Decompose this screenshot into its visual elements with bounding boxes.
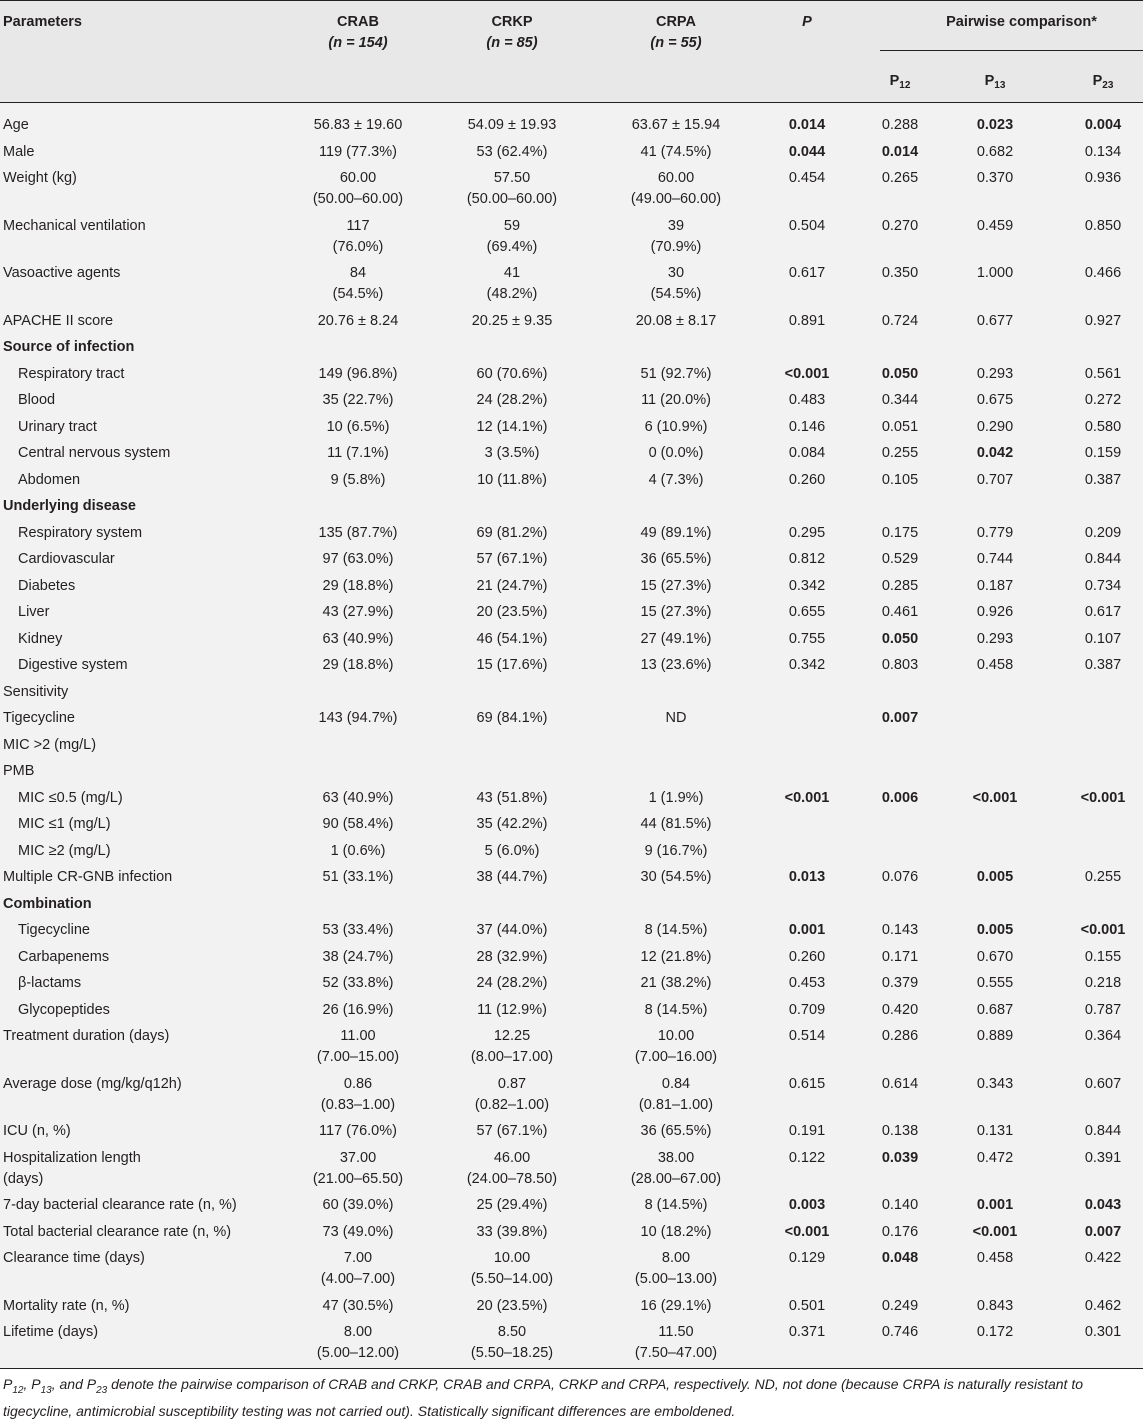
cell-p12: 0.285 — [881, 577, 919, 594]
cell-crab: 97 (63.0%) — [322, 551, 394, 567]
cell-p13: 0.023 — [976, 117, 1014, 133]
cell-p23: 0.107 — [1084, 630, 1122, 647]
cell-p23: 0.255 — [1084, 869, 1122, 885]
cell-crkp: 37 (44.0%) — [476, 922, 548, 938]
cell-p: 0.617 — [788, 265, 826, 281]
cell-crpa: 16 (29.1%) — [640, 1297, 712, 1314]
cell-crab: 73 (49.0%) — [322, 1223, 394, 1240]
cell-crkp: 25 (29.4%) — [476, 1197, 548, 1213]
cell-p12: 0.803 — [881, 657, 919, 673]
cell-p23: 0.387 — [1084, 657, 1122, 673]
cell-p: <0.001 — [784, 789, 830, 806]
cell-crpa: 4 (7.3%) — [648, 471, 704, 488]
cell-crab: 29 (18.8%) — [322, 577, 394, 594]
cell-crab: 135 (87.7%) — [318, 524, 398, 541]
cell-crpa: 20.08 ± 8.17 — [635, 312, 717, 329]
cell-p13: 0.472 — [976, 1149, 1014, 1166]
cell-p13: 0.670 — [976, 948, 1014, 965]
cell-p12: 0.350 — [881, 265, 919, 281]
cell-crkp: 5 (6.0%) — [484, 842, 540, 859]
header-p13-sub: 13 — [994, 80, 1006, 91]
cell-p12: 0.006 — [881, 789, 919, 806]
cell-p13: 0.172 — [976, 1324, 1014, 1340]
cell-crkp: 10 (11.8%) — [477, 471, 547, 488]
cell-p: 0.504 — [788, 217, 826, 234]
cell-p13: 0.682 — [976, 143, 1014, 160]
cell-p12: 0.724 — [881, 312, 919, 329]
row-label: Diabetes — [18, 577, 76, 594]
cell-p: 0.514 — [788, 1028, 826, 1044]
cell-p23: 0.155 — [1084, 948, 1122, 965]
cell-p: 0.501 — [788, 1297, 826, 1314]
cell-crab: 84 (54.5%) — [332, 265, 384, 302]
cell-p12: 0.529 — [881, 551, 919, 567]
cell-p13: 0.042 — [976, 445, 1014, 461]
cell-p13: 0.843 — [976, 1297, 1014, 1314]
row-label: Lifetime (days) — [3, 1324, 99, 1340]
cell-crpa: 38.00 (28.00–67.00) — [630, 1149, 722, 1187]
cell-p13: 0.687 — [976, 1001, 1014, 1018]
cell-p: 0.129 — [788, 1250, 826, 1266]
cell-crkp: 59 (69.4%) — [486, 217, 538, 255]
row-label: Glycopeptides — [18, 1001, 110, 1018]
cell-crab: 7.00 (4.00–7.00) — [320, 1250, 396, 1287]
cell-p12: 0.420 — [881, 1001, 919, 1018]
cell-crkp: 21 (24.7%) — [476, 577, 548, 594]
cell-p23: 0.927 — [1084, 312, 1122, 329]
cell-p23: <0.001 — [1080, 789, 1126, 806]
cell-crab: 38 (24.7%) — [322, 948, 394, 965]
cell-p23: 0.209 — [1084, 524, 1122, 541]
row-label: MIC ≤1 (mg/L) — [18, 816, 111, 832]
bottom-rule — [0, 1368, 1143, 1369]
cell-crkp: 43 (51.8%) — [476, 789, 548, 806]
row-label: ICU (n, %) — [3, 1123, 71, 1139]
cell-crab: 8.00 (5.00–12.00) — [316, 1324, 400, 1361]
cell-crkp: 11 (12.9%) — [477, 1001, 547, 1018]
cell-p: 0.122 — [788, 1149, 826, 1166]
cell-p13: 0.779 — [976, 524, 1014, 541]
cell-crab: 35 (22.7%) — [322, 392, 394, 408]
row-label: Blood — [18, 392, 56, 408]
row-label: Sensitivity — [3, 683, 69, 700]
cell-crab: 37.00 (21.00–65.50) — [312, 1149, 404, 1187]
cell-crab: 9 (5.8%) — [330, 471, 386, 488]
cell-crpa: 10 (18.2%) — [640, 1223, 712, 1240]
cell-crkp: 0.87 (0.82–1.00) — [474, 1075, 550, 1113]
cell-p12: 0.379 — [881, 975, 919, 991]
cell-p12: 0.014 — [881, 143, 919, 160]
cell-p13: 0.458 — [976, 657, 1014, 673]
cell-crab: 43 (27.9%) — [322, 604, 394, 620]
cell-p12: 0.344 — [881, 392, 919, 408]
cell-crpa: 60.00 (49.00–60.00) — [630, 170, 722, 207]
cell-p: 0.453 — [788, 975, 826, 991]
cell-p12: 0.288 — [881, 117, 919, 133]
row-label: Tigecycline — [18, 922, 90, 938]
row-label: Mechanical ventilation — [3, 217, 146, 234]
header-p13: $P_{13}$ — [984, 73, 1006, 91]
row-label: MIC >2 (mg/L) — [3, 736, 97, 753]
header-crkp-n: (n = 85) — [486, 35, 538, 51]
cell-crkp: 60 (70.6%) — [476, 365, 548, 382]
header-crpa-name: CRPA — [655, 14, 696, 30]
row-label: Liver — [18, 604, 50, 620]
cell-p12: 0.255 — [881, 445, 919, 461]
cell-p: 0.044 — [788, 143, 826, 160]
cell-p13: 0.677 — [976, 312, 1014, 329]
cell-p12: 0.143 — [881, 922, 919, 938]
cell-crkp: 20.25 ± 9.35 — [471, 312, 553, 329]
cell-crpa: 0.84 (0.81–1.00) — [638, 1075, 714, 1113]
cell-crpa: 36 (65.5%) — [640, 551, 712, 567]
cell-p12: 0.746 — [881, 1324, 919, 1340]
cell-crkp: 57.50 (50.00–60.00) — [466, 170, 558, 207]
cell-p12: 0.461 — [881, 604, 919, 620]
cell-crpa: 39 (70.9%) — [650, 217, 702, 255]
row-label: Cardiovascular — [18, 551, 115, 567]
cell-p12: 0.175 — [881, 524, 919, 541]
header-crkp — [437, 12, 587, 54]
cell-crab: 52 (33.8%) — [322, 975, 394, 991]
header-crkp-name: CRKP — [491, 14, 533, 30]
cell-crpa: 6 (10.9%) — [644, 418, 708, 435]
cell-p23: 0.387 — [1084, 471, 1122, 488]
header-p12: $P_{12}$ — [889, 73, 911, 91]
cell-crkp: 24 (28.2%) — [476, 975, 548, 991]
cell-p23: 0.844 — [1084, 1123, 1122, 1139]
row-label: Male — [3, 143, 35, 160]
cell-crab: 20.76 ± 8.24 — [317, 312, 399, 329]
header-crab-name: CRAB — [337, 14, 379, 30]
cell-p: 0.755 — [788, 630, 826, 647]
cell-p12: 0.286 — [881, 1028, 919, 1044]
table-footnote: $P_{12}$, $P_{13}$, and $P_{23}$ denote the pairwise comparison of CRAB and CRKP, CRAB and CRPA, CRKP and CRPA, respectively. ND, not done (because CRPA is naturally resistant to tigecycline, antimicrobial susceptibility testing was not carried out). Statistically significant differences are emboldened. — [3, 1376, 1083, 1419]
cell-crab: 11 (7.1%) — [327, 445, 389, 461]
cell-p12: 0.050 — [881, 365, 919, 382]
cell-crkp: 54.09 ± 19.93 — [467, 117, 557, 133]
cell-crab: 60.00 (50.00–60.00) — [312, 170, 404, 207]
cell-crpa: 11.50 (7.50–47.00) — [634, 1324, 718, 1361]
row-label: Respiratory tract — [18, 365, 125, 382]
row-label: β-lactams — [18, 975, 82, 991]
cell-p23: 0.043 — [1084, 1197, 1122, 1213]
cell-p: 0.013 — [788, 869, 826, 885]
cell-crab: 143 (94.7%) — [318, 710, 398, 726]
cell-crkp: 57 (67.1%) — [476, 1123, 548, 1139]
row-label: PMB — [3, 763, 35, 779]
cell-p12: 0.051 — [881, 418, 919, 435]
cell-crkp: 20 (23.5%) — [476, 1297, 548, 1314]
cell-crkp: 57 (67.1%) — [476, 551, 548, 567]
row-label: Digestive system — [18, 657, 128, 673]
cell-crkp: 33 (39.8%) — [476, 1223, 548, 1240]
cell-crkp: 24 (28.2%) — [476, 392, 548, 408]
cell-p23: 0.159 — [1084, 445, 1122, 461]
cell-crab: 149 (96.8%) — [318, 365, 398, 382]
section-label: Combination — [3, 895, 92, 912]
cell-crab: 47 (30.5%) — [322, 1297, 394, 1314]
cell-crkp: 12 (14.1%) — [476, 418, 548, 435]
cell-p12: 0.270 — [881, 217, 919, 234]
section-label: Underlying disease — [3, 498, 136, 514]
cell-p23: 0.134 — [1084, 143, 1122, 160]
row-label: MIC ≥2 (mg/L) — [18, 842, 111, 859]
cell-p13: 0.131 — [976, 1123, 1014, 1139]
cell-crpa: 12 (21.8%) — [640, 948, 712, 965]
cell-p23: 0.617 — [1084, 604, 1122, 620]
cell-crkp: 28 (32.9%) — [476, 948, 548, 965]
cell-p12: 0.140 — [881, 1197, 919, 1213]
cell-p23: <0.001 — [1080, 922, 1126, 938]
row-label: Central nervous system — [18, 445, 171, 461]
cell-p: 0.342 — [788, 577, 826, 594]
cell-crkp: 8.50 (5.50–18.25) — [470, 1324, 554, 1361]
cell-crab: 56.83 ± 19.60 — [313, 117, 403, 133]
cell-p12: 0.048 — [881, 1250, 919, 1266]
row-label: Age — [3, 117, 29, 133]
cell-crkp: 38 (44.7%) — [476, 869, 548, 885]
cell-p23: 0.422 — [1084, 1250, 1122, 1266]
cell-p23: 0.734 — [1084, 577, 1122, 594]
cell-crpa: 0 (0.0%) — [648, 445, 704, 461]
cell-p23: 0.364 — [1084, 1028, 1122, 1044]
cell-p12: 0.614 — [881, 1075, 919, 1092]
row-label: Weight (kg) — [3, 170, 77, 186]
row-label: Kidney — [18, 630, 63, 647]
row-label: Hospitalization length (days) — [3, 1149, 141, 1187]
cell-crpa: 30 (54.5%) — [650, 265, 702, 302]
cell-p12: 0.176 — [881, 1223, 919, 1240]
header-crpa-n: (n = 55) — [650, 35, 702, 51]
cell-p23: 0.272 — [1084, 392, 1122, 408]
cell-crkp: 35 (42.2%) — [476, 816, 548, 832]
cell-p12: 0.076 — [881, 869, 919, 885]
cell-p13: 0.555 — [976, 975, 1014, 991]
pairwise-rule — [880, 50, 1143, 51]
cell-p13: 0.005 — [976, 922, 1014, 938]
cell-crab: 1 (0.6%) — [330, 842, 386, 859]
row-label: Abdomen — [18, 471, 81, 488]
cell-p12: 0.050 — [881, 630, 919, 647]
cell-p13: 0.370 — [976, 170, 1014, 186]
cell-p: <0.001 — [784, 1223, 830, 1240]
header-p23-sub: 23 — [1102, 80, 1114, 91]
cell-crkp: 69 (81.2%) — [476, 524, 548, 541]
cell-p: 0.454 — [788, 170, 826, 186]
cell-p: 0.342 — [788, 657, 826, 673]
cell-crkp: 12.25 (8.00–17.00) — [470, 1028, 554, 1065]
cell-crab: 10 (6.5%) — [326, 418, 390, 435]
header-crab — [283, 12, 433, 54]
cell-crab: 29 (18.8%) — [322, 657, 394, 673]
row-label: MIC ≤0.5 (mg/L) — [18, 789, 123, 806]
row-label: Clearance time (days) — [3, 1250, 145, 1266]
cell-p13: 0.926 — [976, 604, 1014, 620]
cell-p13: 0.001 — [976, 1197, 1014, 1213]
row-label: Total bacterial clearance rate (n, %) — [3, 1223, 232, 1240]
cell-p13: 0.675 — [976, 392, 1014, 408]
cell-p23: 0.936 — [1084, 170, 1122, 186]
cell-p12: 0.039 — [881, 1149, 919, 1166]
cell-crab: 60 (39.0%) — [322, 1197, 394, 1213]
cell-crkp: 3 (3.5%) — [484, 445, 540, 461]
cell-p12: 0.265 — [881, 170, 919, 186]
cell-crab: 119 (77.3%) — [319, 143, 397, 160]
row-label: Vasoactive agents — [3, 265, 121, 281]
cell-p: 0.615 — [788, 1075, 826, 1092]
cell-crkp: 46.00 (24.00–78.50) — [466, 1149, 558, 1187]
header-parameters: Parameters — [3, 14, 82, 30]
cell-p13: 0.290 — [976, 418, 1014, 435]
cell-p: 0.084 — [788, 445, 826, 461]
cell-crpa: 51 (92.7%) — [640, 365, 712, 382]
cell-crpa: 8 (14.5%) — [644, 922, 708, 938]
row-label: Multiple CR-GNB infection — [3, 869, 173, 885]
cell-p23: 0.844 — [1084, 551, 1122, 567]
section-label: Source of infection — [3, 339, 135, 355]
cell-p13: 0.187 — [976, 577, 1014, 594]
cell-crab: 51 (33.1%) — [322, 869, 394, 885]
cell-p23: 0.218 — [1084, 975, 1122, 991]
cell-crab: 0.86 (0.83–1.00) — [320, 1075, 396, 1113]
row-label: Carbapenems — [18, 948, 110, 965]
cell-crpa: 8.00 (5.00–13.00) — [634, 1250, 718, 1287]
cell-p23: 0.007 — [1084, 1223, 1122, 1240]
cell-crpa: 15 (27.3%) — [640, 577, 712, 594]
cell-crab: 90 (58.4%) — [322, 816, 394, 832]
cell-p: 0.655 — [788, 604, 826, 620]
cell-p13: 0.889 — [976, 1028, 1014, 1044]
cell-crpa: 10.00 (7.00–16.00) — [634, 1028, 718, 1065]
cell-crkp: 15 (17.6%) — [476, 657, 548, 673]
cell-p: 0.191 — [788, 1123, 826, 1139]
cell-crkp: 41 (48.2%) — [486, 265, 538, 302]
cell-crpa: 1 (1.9%) — [648, 789, 704, 806]
row-label: 7-day bacterial clearance rate (n, %) — [3, 1197, 237, 1213]
cell-p23: 0.391 — [1084, 1149, 1122, 1166]
top-rule — [0, 0, 1143, 1]
cell-p: 0.003 — [788, 1197, 826, 1213]
cell-p13: 0.458 — [976, 1250, 1014, 1266]
row-label: Respiratory system — [18, 524, 143, 541]
cell-p12: 0.171 — [881, 948, 919, 965]
cell-crpa: 13 (23.6%) — [640, 657, 712, 673]
cell-p12: 0.105 — [881, 471, 919, 488]
cell-p: 0.001 — [788, 922, 826, 938]
cell-crpa: 8 (14.5%) — [644, 1197, 708, 1213]
cell-p23: 0.580 — [1084, 418, 1122, 435]
header-crab-n: (n = 154) — [328, 35, 388, 51]
header-crpa — [601, 12, 751, 54]
cell-p: 0.260 — [788, 471, 826, 488]
cell-p23: 0.004 — [1084, 117, 1122, 133]
cell-crab: 117 (76.0%) — [332, 217, 384, 255]
cell-p23: 0.462 — [1084, 1297, 1122, 1314]
cell-p: 0.014 — [788, 117, 826, 133]
cell-p13: <0.001 — [972, 1223, 1018, 1240]
header-pairwise: Pairwise comparison* — [946, 14, 1097, 30]
cell-crpa: 49 (89.1%) — [640, 524, 712, 541]
cell-crpa: 11 (20.0%) — [641, 392, 711, 408]
cell-p13: 0.744 — [976, 551, 1014, 567]
cell-crkp: 10.00 (5.50–14.00) — [470, 1250, 554, 1287]
cell-p13: 0.343 — [976, 1075, 1014, 1092]
header-rule — [0, 102, 1143, 103]
cell-crab: 26 (16.9%) — [322, 1001, 394, 1018]
cell-crpa: 27 (49.1%) — [640, 630, 712, 647]
cell-crpa: 30 (54.5%) — [640, 869, 712, 885]
cell-crpa: 63.67 ± 15.94 — [631, 117, 721, 133]
cell-crkp: 46 (54.1%) — [476, 630, 548, 647]
cell-p: 0.260 — [788, 948, 826, 965]
row-label: APACHE II score — [3, 312, 114, 329]
row-label: Average dose (mg/kg/q12h) — [3, 1075, 182, 1092]
cell-p: 0.709 — [788, 1001, 826, 1018]
cell-crpa: 36 (65.5%) — [640, 1123, 712, 1139]
cell-p23: 0.561 — [1084, 365, 1122, 382]
cell-p12: 0.249 — [881, 1297, 919, 1314]
cell-crkp: 53 (62.4%) — [476, 143, 548, 160]
header-p23: $P_{23}$ — [1092, 73, 1114, 91]
cell-p23: 0.466 — [1084, 265, 1122, 281]
row-label: Mortality rate (n, %) — [3, 1297, 130, 1314]
cell-crab: 63 (40.9%) — [322, 630, 394, 647]
cell-p: 0.891 — [788, 312, 826, 329]
cell-crpa: 9 (16.7%) — [644, 842, 708, 859]
header-p12-sub: 12 — [899, 80, 911, 91]
cell-p: 0.812 — [788, 551, 826, 567]
cell-p13: 0.707 — [976, 471, 1014, 488]
cell-p13: <0.001 — [972, 789, 1018, 806]
cell-crab: 117 (76.0%) — [319, 1123, 397, 1139]
cell-p: 0.146 — [788, 418, 826, 435]
cell-p: 0.371 — [788, 1324, 826, 1340]
row-label: Tigecycline — [3, 710, 75, 726]
cell-p23: 0.301 — [1084, 1324, 1122, 1340]
cell-crpa: 8 (14.5%) — [644, 1001, 708, 1018]
cell-p: <0.001 — [784, 365, 830, 382]
cell-crab: 63 (40.9%) — [322, 789, 394, 806]
cell-p12: 0.138 — [881, 1123, 919, 1139]
cell-crab: 11.00 (7.00–15.00) — [316, 1028, 400, 1065]
cell-p13: 0.293 — [976, 365, 1014, 382]
cell-crpa: 15 (27.3%) — [640, 604, 712, 620]
cell-crab: 53 (33.4%) — [322, 922, 394, 938]
cell-p23: 0.787 — [1084, 1001, 1122, 1018]
cell-crpa: 21 (38.2%) — [640, 975, 712, 991]
cell-crkp: 69 (84.1%) — [476, 710, 548, 726]
cell-crpa: 41 (74.5%) — [640, 143, 712, 160]
cell-p12: 0.007 — [881, 710, 919, 726]
cell-p13: 0.459 — [976, 217, 1014, 234]
row-label: Treatment duration (days) — [3, 1028, 170, 1044]
cell-crpa: 44 (81.5%) — [640, 816, 712, 832]
cell-p23: 0.850 — [1084, 217, 1122, 234]
cell-p: 0.295 — [788, 524, 826, 541]
cell-crkp: 20 (23.5%) — [476, 604, 548, 620]
row-label: Urinary tract — [18, 418, 97, 435]
cell-p23: 0.607 — [1084, 1075, 1122, 1092]
cell-p13: 1.000 — [976, 265, 1014, 281]
cell-p: 0.483 — [788, 392, 826, 408]
cell-p13: 0.293 — [976, 630, 1014, 647]
cell-p13: 0.005 — [976, 869, 1014, 885]
header-p: P — [802, 14, 812, 30]
cell-crpa: ND — [665, 710, 687, 726]
